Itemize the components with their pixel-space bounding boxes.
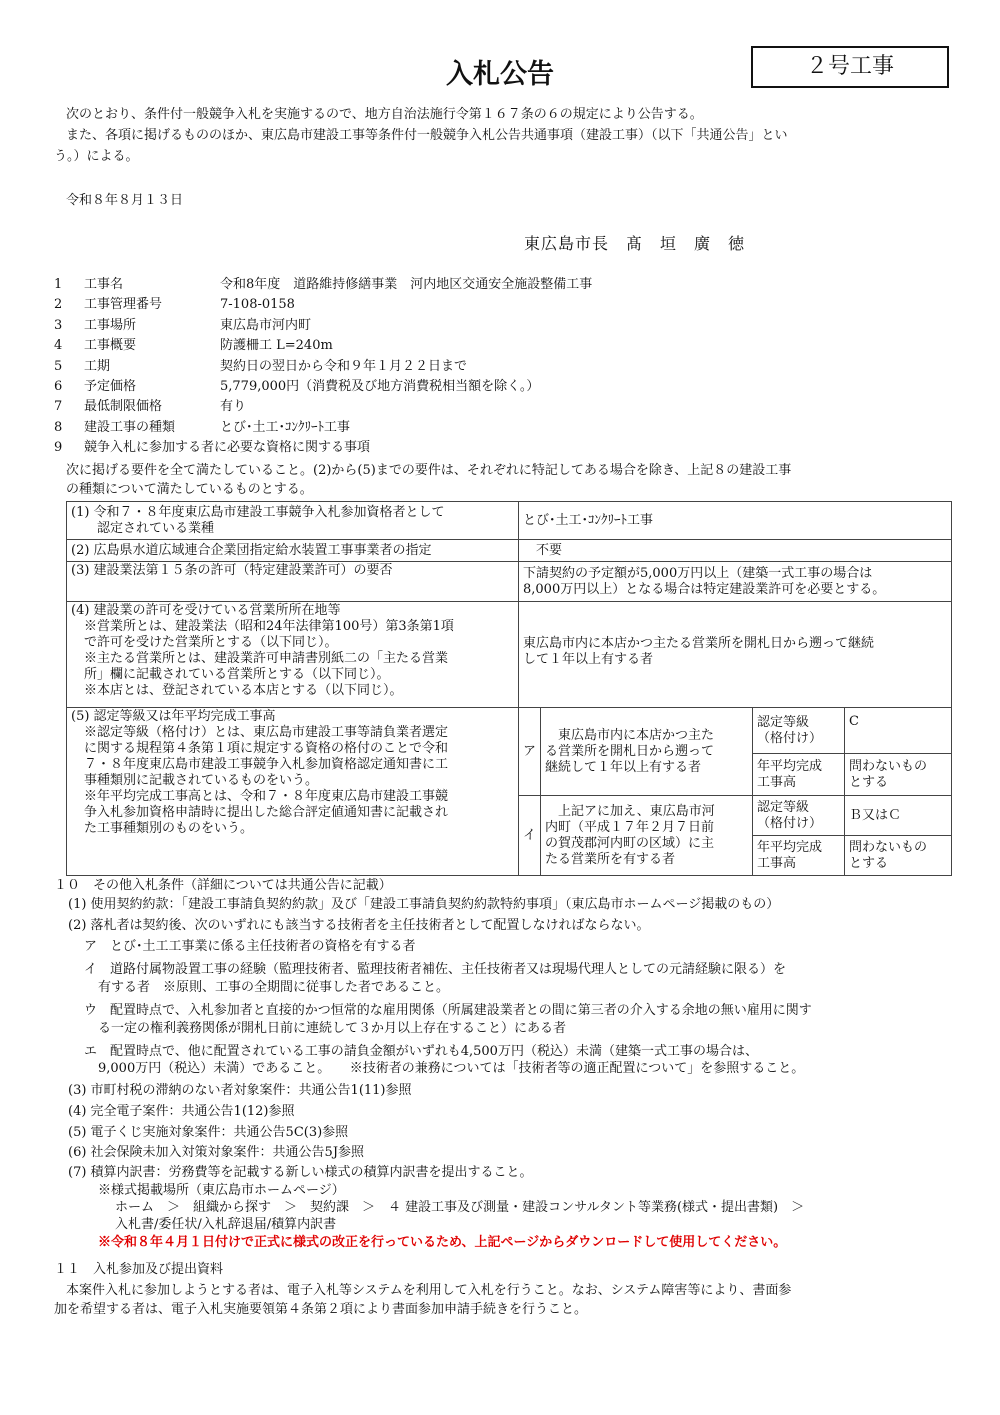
avg-value: 問わないもの とする [845, 836, 952, 876]
item-value: とび･土工･ｺﾝｸﾘｰﾄ工事 [220, 419, 351, 435]
item-value: 令和8年度 道路維持修繕事業 河内地区交通安全施設整備工事 [220, 277, 593, 292]
option-mark: イ [519, 796, 541, 876]
section10-heading: １０ その他入札条件（詳細については共通公告に記載） [54, 878, 392, 893]
section9-text: 次に掲げる要件を全て満たしていること。(2)から(5)までの要件は、それぞれに特記してある場合を除き、上記８の建設工事 [66, 463, 792, 478]
req-value-cell: 下請契約の予定額が5,000万円以上（建築一式工事の場合は 8,000万円以上）となる場合は特定建設業許可を必要とする。 [519, 562, 952, 602]
page-title: 入札公告 [446, 59, 554, 90]
notice-date: 令和８年８月１３日 [66, 193, 184, 208]
item-label: 最低制限価格 [84, 399, 163, 415]
rank-value: C [845, 708, 952, 754]
item-value: 有り [220, 399, 247, 415]
section10-item: (3) 市町村税の滞納のない者対象案件：共通公告1(11)参照 [68, 1083, 412, 1098]
item-label: 工事名 [84, 277, 124, 292]
section10-subitem: ウ 配置時点で、入札参加者と直接的かつ恒常的な雇用関係（所属建設業者との間に第三者の介入する余地の無い雇用に関す [84, 1003, 812, 1018]
item-label: 競争入札に参加する者に必要な資格に関する事項 [84, 440, 371, 456]
rank-label: 認定等級 （格付け） [753, 796, 845, 836]
req-cell: (3) 建設業法第１５条の許可（特定建設業許可）の要否 [67, 562, 519, 602]
option-text: 上記アに加え、東広島市河 内町（平成１７年２月７日前 の賀茂郡河内町の区域）に主 たる営業所を有する者 [541, 796, 753, 876]
item-number: 2 [54, 297, 63, 313]
style-location-path: ホーム ＞ 組織から探す ＞ 契約課 ＞ ４ 建設工事及び測量・建設コンサルタント等業務(様式・提出書類) ＞ [115, 1200, 805, 1215]
section9-text: の種類について満たしているものとする。 [66, 482, 313, 497]
item-number: 9 [54, 440, 63, 456]
section10-item: (4) 完全電子案件：共通公告1(12)参照 [68, 1104, 295, 1119]
section11-text: 本案件入札に参加しようとする者は、電子入札等システムを利用して入札を行うこと。なお、システム障害等により、書面参 [66, 1283, 792, 1298]
table-row [67, 502, 952, 540]
req-value-cell: 不要 [519, 540, 952, 562]
table-row [67, 602, 952, 708]
item-label: 工期 [84, 358, 111, 374]
style-location-note: ※様式掲載場所（東広島市ホームページ） [98, 1183, 345, 1198]
table-row [67, 540, 952, 562]
req-cell: (4) 建設業の許可を受けている営業所所在地等 ※営業所とは、建設業法（昭和24年法律第100号）第3条第1項 で許可を受けた営業所とする（以下同じ）。 ※主たる営業所とは、建設業許可申請書別紙二の「主たる営業 所」欄に記載されている営業所とする（以下同じ）。 ※本店とは、登記されている本店とする（以下同じ）。 [67, 602, 519, 708]
req-value-cell: とび･土工･ｺﾝｸﾘｰﾄ工事 [519, 502, 952, 540]
section10-subitem: ア とび･土工工事業に係る主任技術者の資格を有する者 [84, 939, 416, 954]
section11-text: 加を希望する者は、電子入札実施要領第４条第２項により書面参加申請手続きを行うこと。 [54, 1302, 588, 1317]
item-value: 契約日の翌日から令和９年１月２２日まで [220, 358, 468, 374]
option-mark: ア [519, 708, 541, 796]
item-label: 予定価格 [84, 379, 137, 394]
intro-line: 次のとおり、条件付一般競争入札を実施するので、地方自治法施行令第１６７条の６の規定により公告する。 [66, 107, 703, 122]
section11-heading: １１ 入札参加及び提出資料 [54, 1262, 224, 1277]
section10-item: (1) 使用契約約款：「建設工事請負契約約款」及び「建設工事請負契約約款特約事項」（東広島市ホームページ掲載のもの） [68, 897, 780, 912]
req-cell: (2) 広島県水道広域連合企業団指定給水装置工事事業者の指定 [67, 540, 519, 562]
section10-item: (5) 電子くじ実施対象案件：共通公告5C(3)参照 [68, 1125, 349, 1140]
intro-line: また、各項に掲げるもののほか、東広島市建設工事等条件付一般競争入札公告共通事項（建設工事）（以下「共通公告」とい [66, 128, 788, 143]
item-label: 建設工事の種類 [84, 419, 176, 435]
item-number: 4 [54, 338, 63, 354]
section10-item: (6) 社会保険未加入対策対象案件：共通公告5J参照 [68, 1145, 365, 1160]
item-value: 5,779,000円（消費税及び地方消費税相当額を除く。） [220, 379, 540, 394]
item-number: 7 [54, 399, 63, 415]
item-number: 3 [54, 317, 63, 333]
section10-item: (2) 落札者は契約後、次のいずれにも該当する技術者を主任技術者として配置しなければならない。 [68, 918, 650, 933]
option-text: 東広島市内に本店かつ主た る営業所を開札日から遡って 継続して１年以上有する者 [541, 708, 753, 796]
section10-item: (7) 積算内訳書：労務費等を記載する新しい様式の積算内訳書を提出すること。 [68, 1165, 533, 1180]
req-cell: (1) 令和７・８年度東広島市建設工事競争入札参加資格者として 認定されている業種 [67, 502, 519, 540]
intro-line: う。）による。 [54, 149, 139, 164]
item-label: 工事管理番号 [84, 297, 163, 313]
rank-label: 認定等級 （格付け） [753, 708, 845, 754]
section10-subitem: 9,000万円（税込）未満）であること。 ※技術者の兼務については「技術者等の適正配置について」を参照すること。 [98, 1061, 805, 1076]
item-label: 工事場所 [84, 317, 137, 333]
project-badge: ２号工事 [751, 46, 949, 88]
item-number: 5 [54, 358, 63, 374]
avg-label: 年平均完成 工事高 [753, 754, 845, 796]
item-number: 1 [54, 277, 63, 292]
table-row [67, 562, 952, 602]
table-row [67, 708, 952, 754]
item-value: 防護柵工 L=240m [220, 338, 333, 354]
section10-subitem: 有する者 ※原則、工事の全期間に従事した者であること。 [98, 980, 450, 995]
style-location-path: 入札書/委任状/入札辞退届/積算内訳書 [115, 1217, 337, 1232]
revision-notice: ※令和８年４月１日付けで正式に様式の改正を行っているため、上記ページからダウンロードして使用してください。 [98, 1235, 787, 1250]
issuer-name: 東広島市長 髙 垣 廣 徳 [524, 234, 746, 253]
item-number: 6 [54, 379, 63, 394]
req-cell: (5) 認定等級又は年平均完成工事高 ※認定等級（格付け）とは、東広島市建設工事等請負業者選定 に関する規程第４条第１項に規定する資格の格付のことで令和 ７・８年度東広島市建設工事競争入札参加資格認定通知書に工 事種類別に記載されているものをいう。 ※年平均完成工事高とは、令和７・８年度東広島市建設工事競 争入札参加資格申請時に提出した総合評定値通知書に記載され た工事種類別のものをいう。 [67, 708, 519, 876]
section10-subitem: る一定の権利義務関係が開札日前に連続して３か月以上存在すること）にある者 [98, 1021, 567, 1036]
req-value-cell: 東広島市内に本店かつ主たる営業所を開札日から遡って継続 して１年以上有する者 [519, 602, 952, 708]
rank-value: Ｂ又はＣ [845, 796, 952, 836]
item-value: 7-108-0158 [220, 297, 295, 313]
avg-label: 年平均完成 工事高 [753, 836, 845, 876]
item-number: 8 [54, 419, 63, 435]
item-value: 東広島市河内町 [220, 317, 312, 333]
section10-subitem: エ 配置時点で、他に配置されている工事の請負金額がいずれも4,500万円（税込）未満（建築一式工事の場合は、 [84, 1044, 758, 1059]
avg-value: 問わないもの とする [845, 754, 952, 796]
section10-subitem: イ 道路付属物設置工事の経験（監理技術者、監理技術者補佐、主任技術者又は現場代理人としての元請経験に限る）を [84, 962, 787, 977]
requirements-table [66, 501, 952, 876]
item-label: 工事概要 [84, 338, 137, 354]
